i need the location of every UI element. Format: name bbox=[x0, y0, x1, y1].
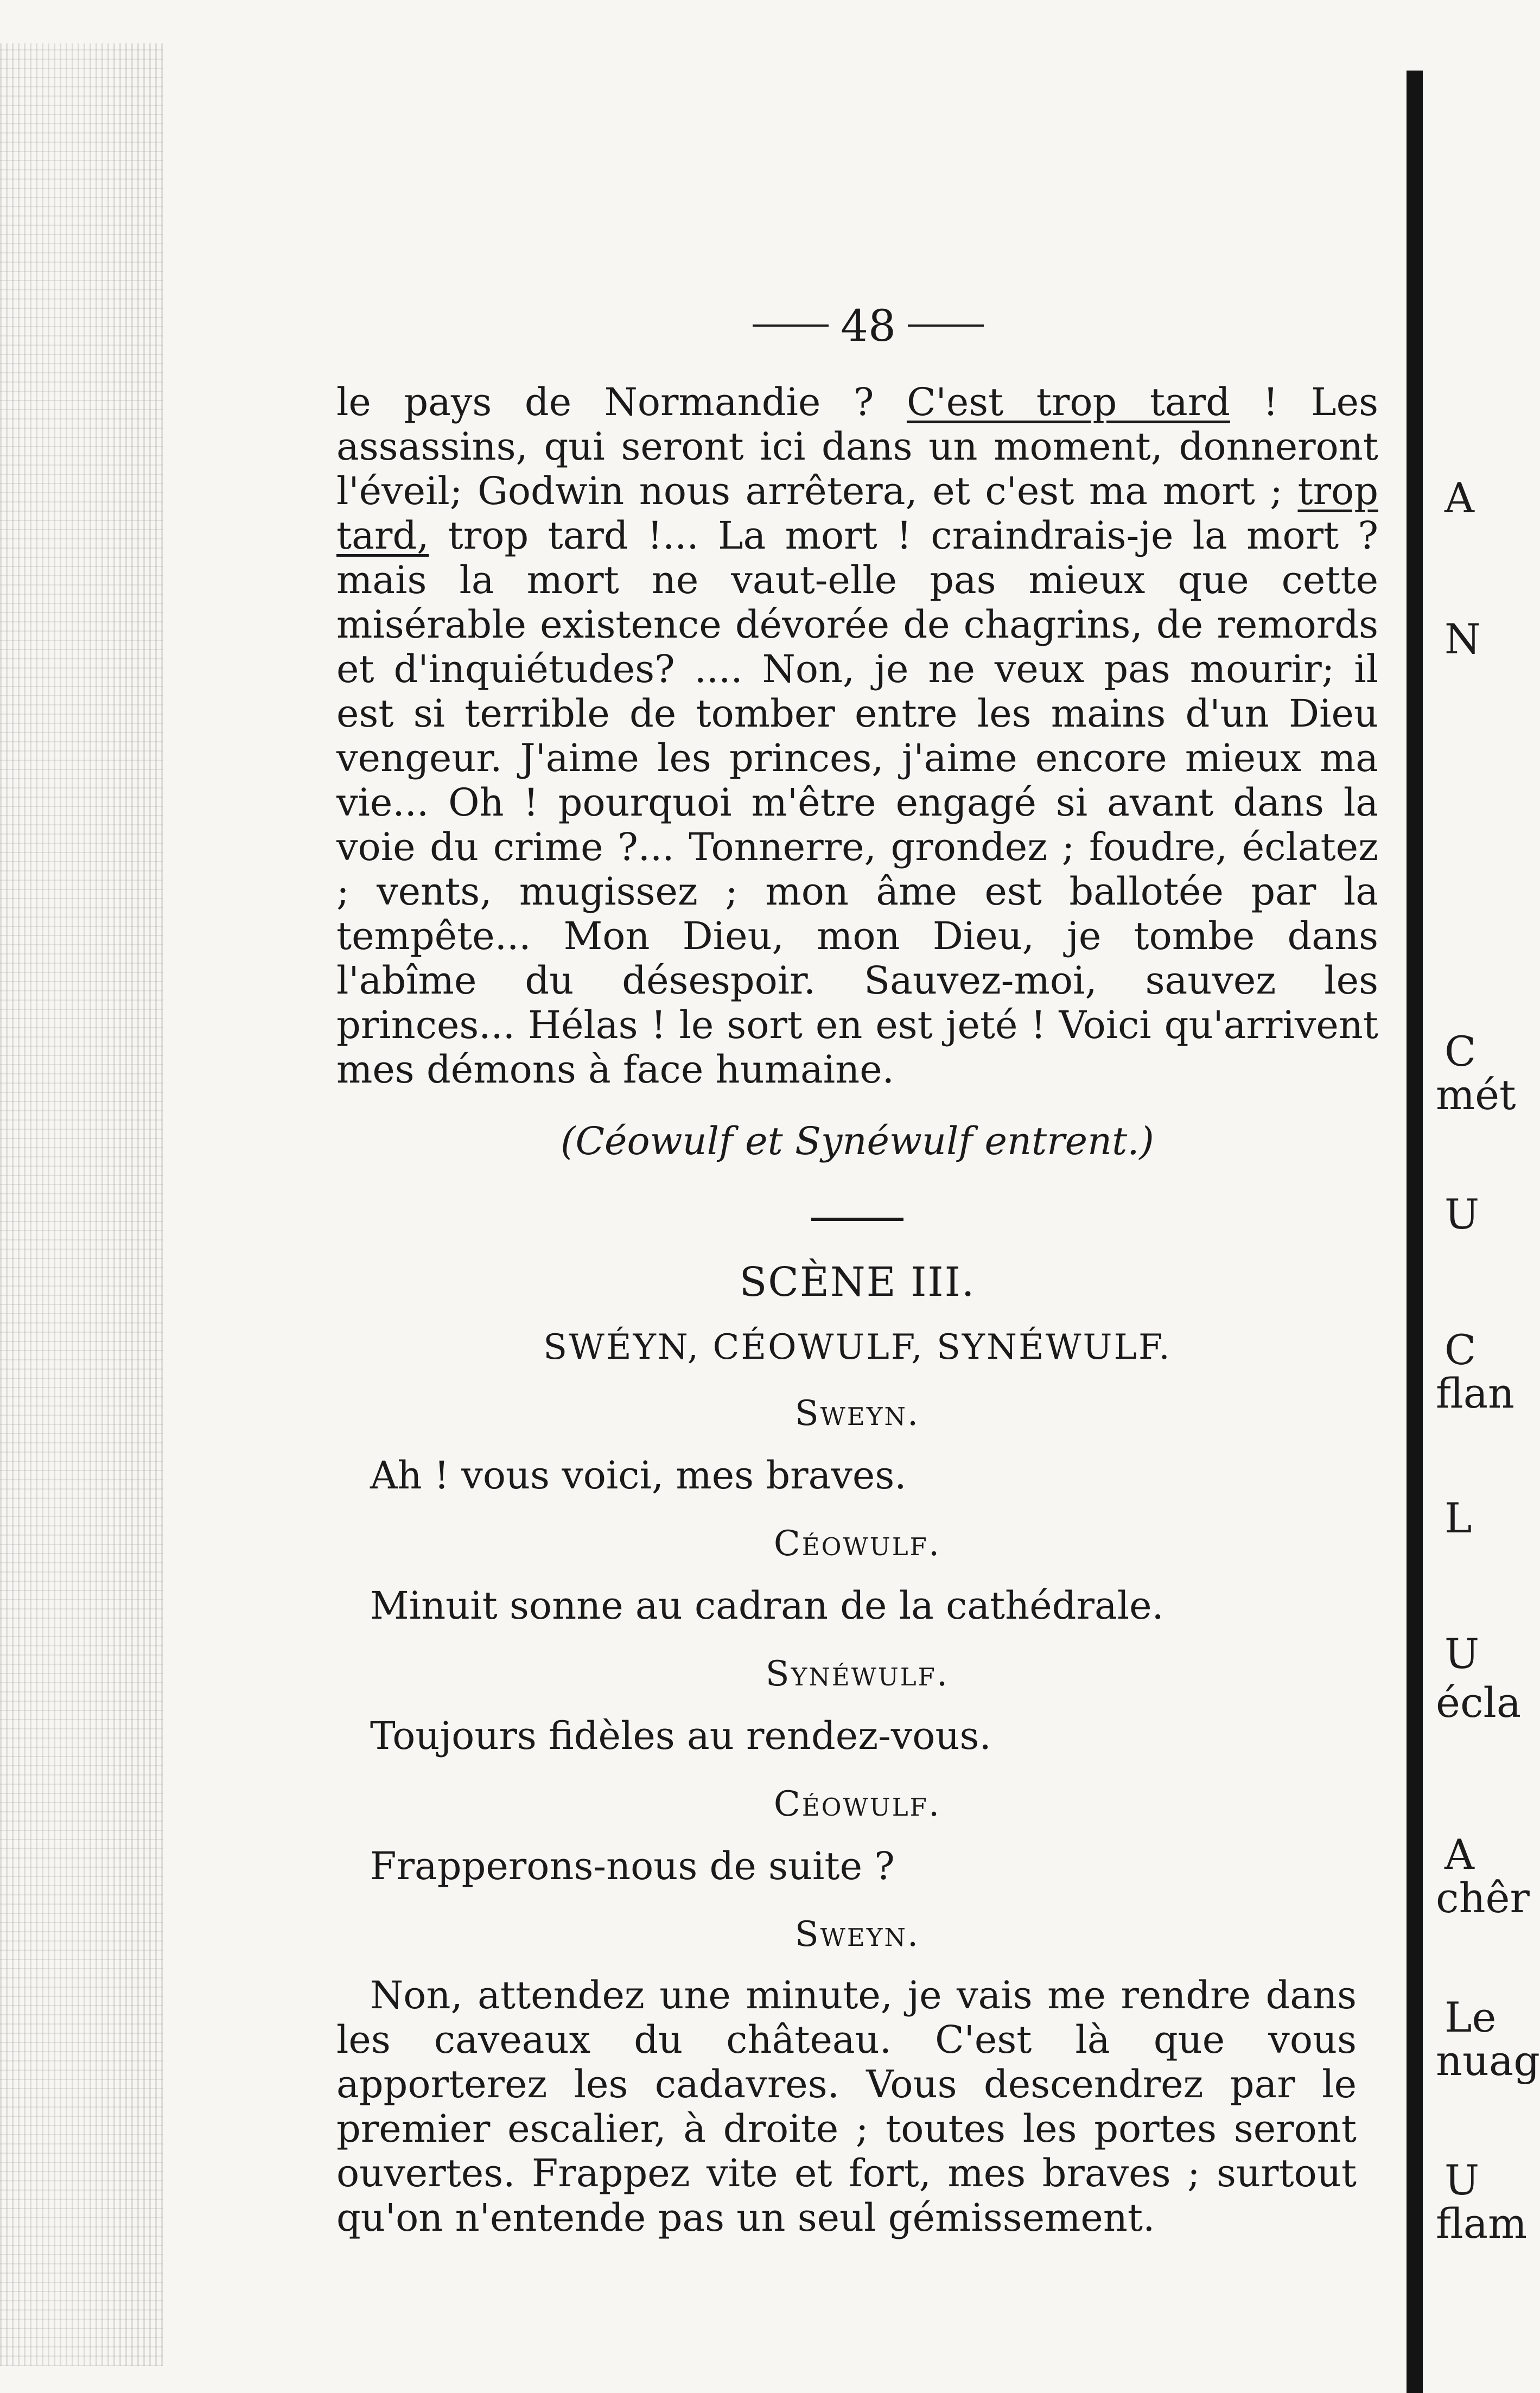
adjacent-fragment: chêr bbox=[1436, 1874, 1530, 1922]
adjacent-fragment: U bbox=[1444, 2156, 1480, 2204]
stage-direction: (Céowulf et Synéwulf entrent.) bbox=[561, 1119, 1154, 1163]
header-dash-right bbox=[908, 324, 984, 327]
speaker-name: Céowulf. bbox=[773, 1524, 941, 1564]
dialogue-line: Ah ! vous voici, mes braves. bbox=[370, 1453, 907, 1498]
adjacent-fragment: C bbox=[1444, 1326, 1477, 1374]
dialogue-line: Frapperons-nous de suite ? bbox=[370, 1844, 895, 1888]
dialogue-line: Minuit sonne au cadran de la cathédrale. bbox=[370, 1583, 1164, 1628]
monologue-paragraph bbox=[336, 380, 1378, 1092]
adjacent-fragment: A bbox=[1444, 474, 1474, 522]
page-number: 48 bbox=[841, 300, 896, 351]
speaker-name: Synéwulf. bbox=[765, 1654, 950, 1694]
header-dash-left bbox=[753, 324, 829, 327]
adjacent-page-strip bbox=[1436, 0, 1540, 2391]
adjacent-fragment: flan bbox=[1436, 1369, 1514, 1417]
adjacent-fragment: U bbox=[1444, 1630, 1480, 1678]
adjacent-fragment: écla bbox=[1436, 1678, 1522, 1727]
speaker-name: Céowulf. bbox=[773, 1784, 941, 1824]
character-list: SWÉYN, CÉOWULF, SYNÉWULF. bbox=[543, 1327, 1172, 1367]
speaker-name: Sweyn. bbox=[794, 1393, 920, 1434]
speaker-name: Sweyn. bbox=[794, 1914, 920, 1955]
adjacent-fragment: A bbox=[1444, 1830, 1474, 1879]
scene-title: SCÈNE III. bbox=[739, 1259, 976, 1306]
underlined-phrase: C'est trop tard bbox=[906, 380, 1230, 424]
monologue-text: ! Les assassins, qui seront ici dans un moment, donneront l'éveil; Godwin nous arrêtera, et c'est ma mort ; bbox=[336, 380, 1378, 513]
adjacent-fragment: C bbox=[1444, 1027, 1477, 1075]
adjacent-fragment: mét bbox=[1436, 1071, 1516, 1119]
scene-divider bbox=[811, 1218, 903, 1221]
monologue-text: le pays de Normandie ? bbox=[336, 380, 907, 424]
page-spine-shadow bbox=[1407, 71, 1423, 2393]
adjacent-fragment: Le bbox=[1444, 1993, 1497, 2041]
underlined-phrase: trop tard, bbox=[336, 469, 1378, 558]
adjacent-fragment: N bbox=[1444, 615, 1481, 663]
page-body bbox=[336, 380, 1378, 2278]
closing-paragraph: Non, attendez une minute, je vais me rendre dans les caveaux du château. C'est là que vous apporterez les cadavres. Vous descendrez par le premier escalier, à droite ; toutes les portes seront ouvertes. Frappez vite et fort, mes braves ; surtout qu'on n'entende pas un seul gémissement. bbox=[336, 1973, 1357, 2240]
adjacent-fragment: flam bbox=[1436, 2199, 1528, 2248]
page-header bbox=[700, 293, 1036, 358]
adjacent-fragment: nuag bbox=[1436, 2036, 1540, 2085]
monologue-text: trop tard !... La mort ! craindrais-je la mort ? mais la mort ne vaut-elle pas mieux que cette misérable existence dévorée de chagrins, de remords et d'inquiétudes? .... Non, je ne veux pas mourir; il est si terrible de tomber entre les mains d'un Dieu vengeur. J'aime les princes, j'aime encore mieux ma vie... Oh ! pourquoi m'être engagé si avant dans la voie du crime ?... Tonnerre, grondez ; foudre, éclatez ; vents, mugissez ; mon âme est ballotée par la tempête... Mon Dieu, mon Dieu, je tombe dans l'abîme du désespoir. Sauvez-moi, sauvez les princes... Hélas ! le sort en est jeté ! Voici qu'arrivent mes démons à face humaine. bbox=[336, 513, 1378, 1092]
binding-gutter bbox=[0, 43, 163, 2366]
adjacent-fragment: L bbox=[1444, 1494, 1472, 1542]
dialogue-line: Toujours fidèles au rendez-vous. bbox=[370, 1714, 991, 1758]
adjacent-fragment: U bbox=[1444, 1190, 1480, 1238]
